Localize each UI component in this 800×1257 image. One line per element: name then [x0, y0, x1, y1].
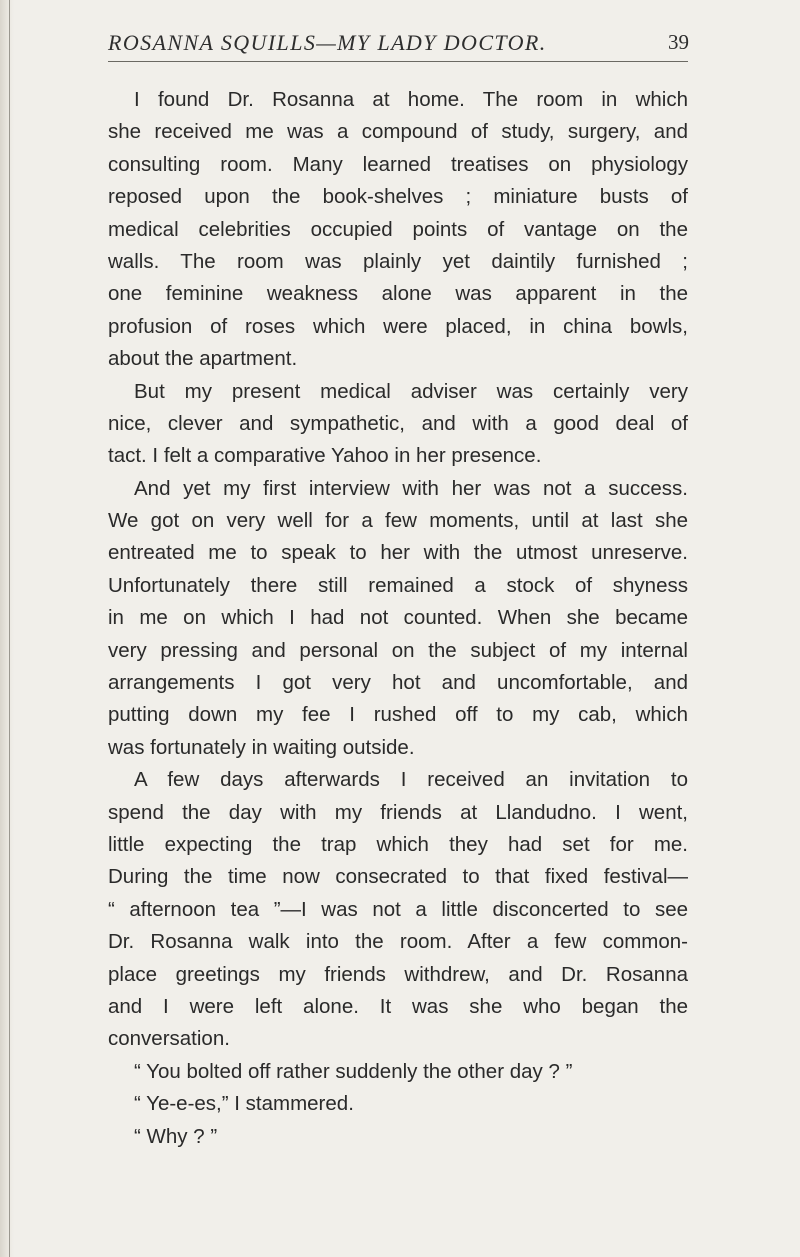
text-line: very pressing and personal on the subject of my internal — [108, 638, 688, 662]
text-line: about the apartment. — [108, 347, 298, 371]
text-line: And yet my first interview with her was not a success. — [134, 476, 688, 500]
text-line: nice, clever and sympathetic, and with a good deal of — [108, 411, 688, 435]
text-line: “ afternoon tea ”—I was not a little disconcerted to see — [108, 897, 688, 921]
text-line: she received me was a compound of study, surgery, and — [108, 120, 688, 144]
text-line: tact. I felt a comparative Yahoo in her presence. — [108, 444, 542, 468]
text-line: conversation. — [108, 1027, 230, 1051]
text-line: one feminine weakness alone was apparent in the — [108, 282, 688, 306]
text-line: I found Dr. Rosanna at home. The room in which — [134, 88, 688, 111]
page-binding-edge — [9, 0, 10, 1257]
text-line: putting down my fee I rushed off to my cab, which — [108, 703, 688, 727]
text-line: and I were left alone. It was she who began the — [108, 994, 688, 1018]
text-line: spend the day with my friends at Llandudno. I went, — [108, 800, 688, 824]
text-line: place greetings my friends withdrew, and Dr. Rosanna — [108, 962, 688, 986]
text-line: Dr. Rosanna walk into the room. After a few common- — [108, 930, 688, 954]
text-line: in me on which I had not counted. When she became — [108, 606, 688, 630]
text-line: consulting room. Many learned treatises on physiology — [108, 152, 688, 176]
text-line: little expecting the trap which they had set for me. — [108, 832, 688, 856]
text-line: During the time now consecrated to that fixed festival— — [108, 865, 688, 889]
text-line: was fortunately in waiting outside. — [108, 735, 415, 759]
running-title: ROSANNA SQUILLS—MY LADY DOCTOR. — [108, 30, 547, 55]
text-line: profusion of roses which were placed, in china bowls, — [108, 314, 688, 338]
text-line: walls. The room was plainly yet daintily furnished ; — [108, 249, 688, 273]
text-line: “ Ye-e-es,” I stammered. — [134, 1092, 354, 1116]
text-line: “ You bolted off rather suddenly the other day ? ” — [134, 1059, 573, 1083]
text-line: “ Why ? ” — [134, 1124, 218, 1148]
text-line: arrangements I got very hot and uncomfortable, and — [108, 671, 688, 695]
text-line: reposed upon the book-shelves ; miniature busts of — [108, 185, 688, 209]
text-line: Unfortunately there still remained a stock of shyness — [108, 573, 688, 597]
running-head — [0, 18, 800, 58]
text-line: But my present medical adviser was certainly very — [134, 379, 688, 403]
text-line: A few days afterwards I received an invitation to — [134, 768, 688, 792]
header-rule — [108, 61, 688, 62]
text-line: We got on very well for a few moments, until at last she — [108, 509, 688, 533]
page-binding-shadow — [0, 0, 14, 1257]
text-line: entreated me to speak to her with the utmost unreserve. — [108, 541, 688, 565]
text-line: medical celebrities occupied points of vantage on the — [108, 217, 688, 241]
page-number: 39 — [668, 30, 689, 54]
body-text — [108, 84, 688, 1153]
